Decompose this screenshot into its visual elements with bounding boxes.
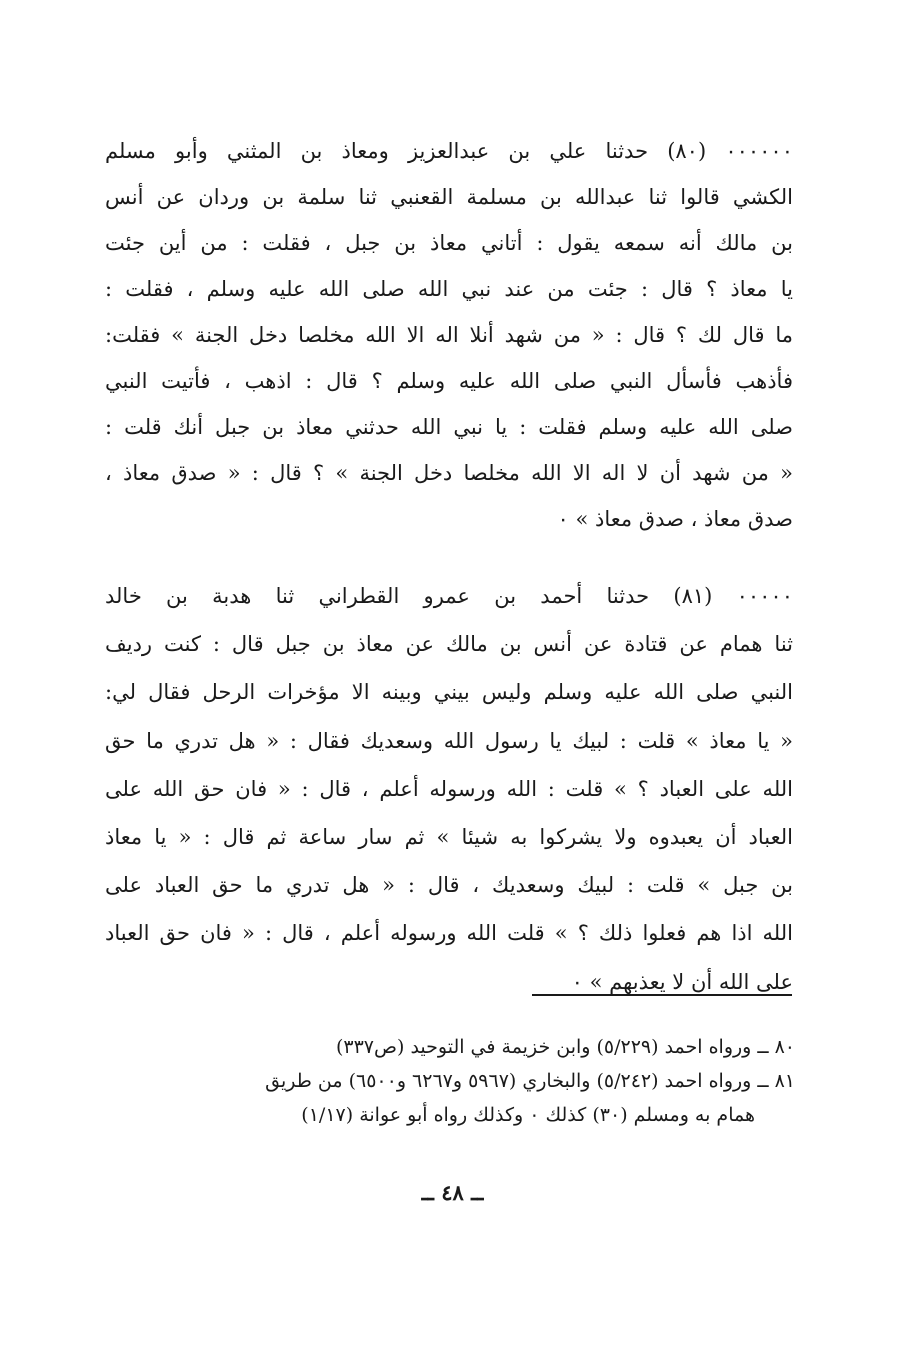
text-line: ٠٠٠٠٠ (٨١) حدثنا أحمد بن عمرو القطراني ثنا هدبة بن خالد — [105, 584, 793, 608]
hadith-paragraph-81 — [105, 572, 793, 1006]
page-number: ــ ٤٨ ــ — [421, 1180, 484, 1205]
text-line: بن جبل » قلت : لبيك وسعديك ، قال : « هل تدري ما حق العباد على — [105, 873, 793, 898]
text-line: العباد أن يعبدوه ولا يشركوا به شيئا » ثم سار ساعة ثم قال : « يا معاذ — [105, 824, 793, 849]
text-line: ما قال لك ؟ قال : « من شهد أنلا اله الا الله مخلصا دخل الجنة » فقلت: — [105, 323, 793, 347]
text-line-last: على الله أن لا يعذبهم » ٠ — [571, 969, 793, 994]
text-line: ٠٠٠٠٠٠ (٨٠) حدثنا علي بن عبدالعزيز ومعاذ بن المثني وأبو مسلم — [105, 139, 793, 163]
footnote-81: ٨١ ــ ورواه احمد (٥/٢٤٢) والبخاري (٥٩٦٧ و٦٢٦٧ و٦٥٠٠) من طريق — [265, 1070, 795, 1092]
footnotes — [115, 1030, 795, 1132]
text-line: يا معاذ ؟ قال : جئت من عند نبي الله صلى الله عليه وسلم ، فقلت : — [105, 277, 793, 301]
text-line: الكشي قالوا ثنا عبدالله بن مسلمة القعنبي ثنا سلمة بن وردان عن أنس — [105, 185, 793, 209]
text-line: الله اذا هم فعلوا ذلك ؟ » قلت الله ورسوله أعلم ، قال : « فان حق العباد — [105, 921, 793, 946]
text-line: « يا معاذ » قلت : لبيك يا رسول الله وسعديك فقال : « هل تدري ما حق — [105, 728, 793, 753]
footnote-80: ٨٠ ــ ورواه احمد (٥/٢٢٩) وابن خزيمة في التوحيد (ص٣٣٧) — [335, 1036, 795, 1058]
text-line: صلى الله عليه وسلم فقلت : يا نبي الله حدثني معاذ بن جبل أنك قلت : — [105, 415, 793, 439]
text-line: بن مالك أنه سمعه يقول : أتاني معاذ بن جبل ، فقلت : من أين جئت — [105, 231, 793, 255]
text-line: « من شهد أن لا اله الا الله مخلصا دخل الجنة » ؟ قال : « صدق معاذ ، — [105, 461, 793, 485]
text-line: الله على العباد ؟ » قلت : الله ورسوله أعلم ، قال : « فان حق الله على — [105, 776, 793, 801]
footnote-81-continuation: همام به ومسلم (٣٠) كذلك ٠ وكذلك رواه أبو عوانة (١/١٧) — [301, 1104, 755, 1126]
text-line: ثنا همام عن قتادة عن أنس بن مالك عن معاذ بن جبل قال : كنت رديف — [105, 632, 793, 657]
text-line: فأذهب فأسأل النبي صلى الله عليه وسلم ؟ قال : اذهب ، فأتيت النبي — [105, 369, 793, 393]
hadith-paragraph-80 — [105, 128, 793, 542]
text-line-last: صدق معاذ ، صدق معاذ » ٠ — [557, 507, 793, 531]
footnote-separator — [532, 994, 792, 996]
text-line: النبي صلى الله عليه وسلم وليس بيني وبينه الا مؤخرات الرحل فقال لي: — [105, 680, 793, 705]
